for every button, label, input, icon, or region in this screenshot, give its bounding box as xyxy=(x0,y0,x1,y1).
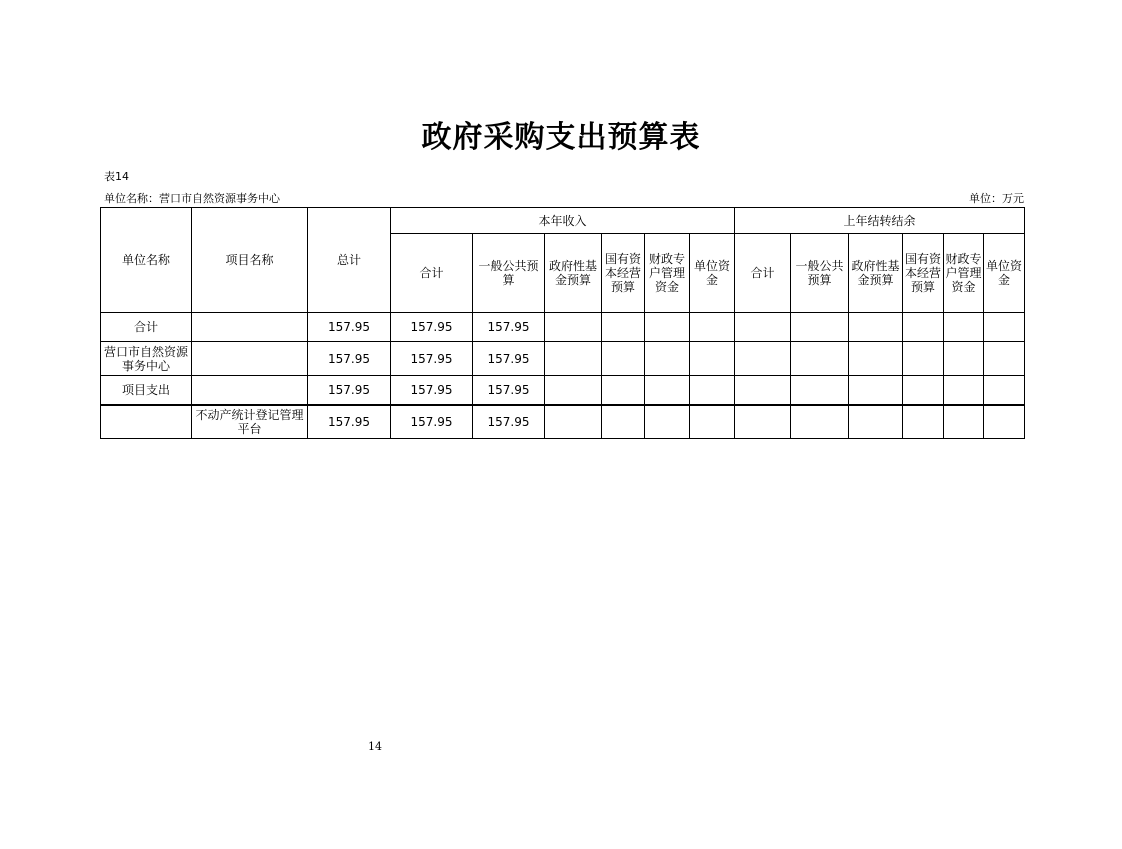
header-prior-state-capital-budget: 国有资本经营预算 xyxy=(903,234,944,313)
row-project-cell xyxy=(192,376,308,405)
empty-cell xyxy=(984,376,1025,405)
empty-cell xyxy=(690,376,735,405)
table-row xyxy=(101,405,1025,439)
empty-cell xyxy=(545,342,602,376)
empty-cell xyxy=(791,376,849,405)
table-row xyxy=(101,376,1025,405)
header-cur-total: 合计 xyxy=(391,234,473,313)
row-unit-cell xyxy=(101,405,192,439)
empty-cell xyxy=(944,376,984,405)
header-cur-state-capital-budget: 国有资本经营预算 xyxy=(602,234,645,313)
page-title: 政府采购支出预算表 xyxy=(421,120,701,155)
row-cur-total-cell: 157.95 xyxy=(391,342,473,376)
empty-cell xyxy=(849,342,903,376)
header-current-year-income: 本年收入 xyxy=(391,208,735,234)
row-total-cell: 157.95 xyxy=(308,313,391,342)
empty-cell xyxy=(735,342,791,376)
row-cur-total-cell: 157.95 xyxy=(391,313,473,342)
empty-cell xyxy=(849,405,903,439)
empty-cell xyxy=(645,313,690,342)
row-unit-cell: 合计 xyxy=(101,313,192,342)
empty-cell xyxy=(849,376,903,405)
header-cur-general-budget: 一般公共预算 xyxy=(473,234,545,313)
empty-cell xyxy=(690,342,735,376)
empty-cell xyxy=(944,342,984,376)
empty-cell xyxy=(735,405,791,439)
unit-of-measure: 单位：万元 xyxy=(969,192,1024,205)
empty-cell xyxy=(645,342,690,376)
empty-cell xyxy=(984,313,1025,342)
row-total-cell: 157.95 xyxy=(308,376,391,405)
empty-cell xyxy=(602,376,645,405)
row-project-cell: 不动产统计登记管理平台 xyxy=(192,405,308,439)
empty-cell xyxy=(944,405,984,439)
budget-table xyxy=(100,207,1025,439)
empty-cell xyxy=(545,313,602,342)
row-unit-cell: 营口市自然资源事务中心 xyxy=(101,342,192,376)
table-number: 表14 xyxy=(104,170,129,183)
empty-cell xyxy=(903,376,944,405)
empty-cell xyxy=(791,405,849,439)
empty-cell xyxy=(602,405,645,439)
row-project-cell xyxy=(192,342,308,376)
header-total: 总计 xyxy=(308,208,391,313)
row-cur-general-cell: 157.95 xyxy=(473,313,545,342)
empty-cell xyxy=(735,313,791,342)
page-number: 14 xyxy=(368,740,382,753)
empty-cell xyxy=(645,405,690,439)
empty-cell xyxy=(849,313,903,342)
table-row xyxy=(101,313,1025,342)
row-total-cell: 157.95 xyxy=(308,405,391,439)
header-prior-year-carryover: 上年结转结余 xyxy=(735,208,1025,234)
empty-cell xyxy=(791,342,849,376)
row-total-cell: 157.95 xyxy=(308,342,391,376)
empty-cell xyxy=(690,405,735,439)
empty-cell xyxy=(602,342,645,376)
empty-cell xyxy=(984,405,1025,439)
empty-cell xyxy=(545,405,602,439)
header-unit-name: 单位名称 xyxy=(101,208,192,313)
empty-cell xyxy=(903,342,944,376)
row-cur-total-cell: 157.95 xyxy=(391,405,473,439)
header-cur-gov-fund-budget: 政府性基金预算 xyxy=(545,234,602,313)
header-row-1 xyxy=(101,208,1025,234)
header-prior-general-budget: 一般公共预算 xyxy=(791,234,849,313)
header-prior-unit-funds: 单位资金 xyxy=(984,234,1025,313)
empty-cell xyxy=(602,313,645,342)
empty-cell xyxy=(944,313,984,342)
header-project-name: 项目名称 xyxy=(192,208,308,313)
row-cur-general-cell: 157.95 xyxy=(473,342,545,376)
row-project-cell xyxy=(192,313,308,342)
empty-cell xyxy=(903,313,944,342)
header-cur-unit-funds: 单位资金 xyxy=(690,234,735,313)
empty-cell xyxy=(690,313,735,342)
empty-cell xyxy=(545,376,602,405)
header-cur-special-account-funds: 财政专户管理资金 xyxy=(645,234,690,313)
row-cur-general-cell: 157.95 xyxy=(473,405,545,439)
empty-cell xyxy=(984,342,1025,376)
empty-cell xyxy=(791,313,849,342)
empty-cell xyxy=(903,405,944,439)
row-cur-total-cell: 157.95 xyxy=(391,376,473,405)
table-row xyxy=(101,342,1025,376)
row-cur-general-cell: 157.95 xyxy=(473,376,545,405)
empty-cell xyxy=(645,376,690,405)
header-prior-gov-fund-budget: 政府性基金预算 xyxy=(849,234,903,313)
unit-name: 单位名称：营口市自然资源事务中心 xyxy=(104,192,280,205)
empty-cell xyxy=(735,376,791,405)
row-unit-cell: 项目支出 xyxy=(101,376,192,405)
header-prior-total: 合计 xyxy=(735,234,791,313)
header-prior-special-account-funds: 财政专户管理资金 xyxy=(944,234,984,313)
